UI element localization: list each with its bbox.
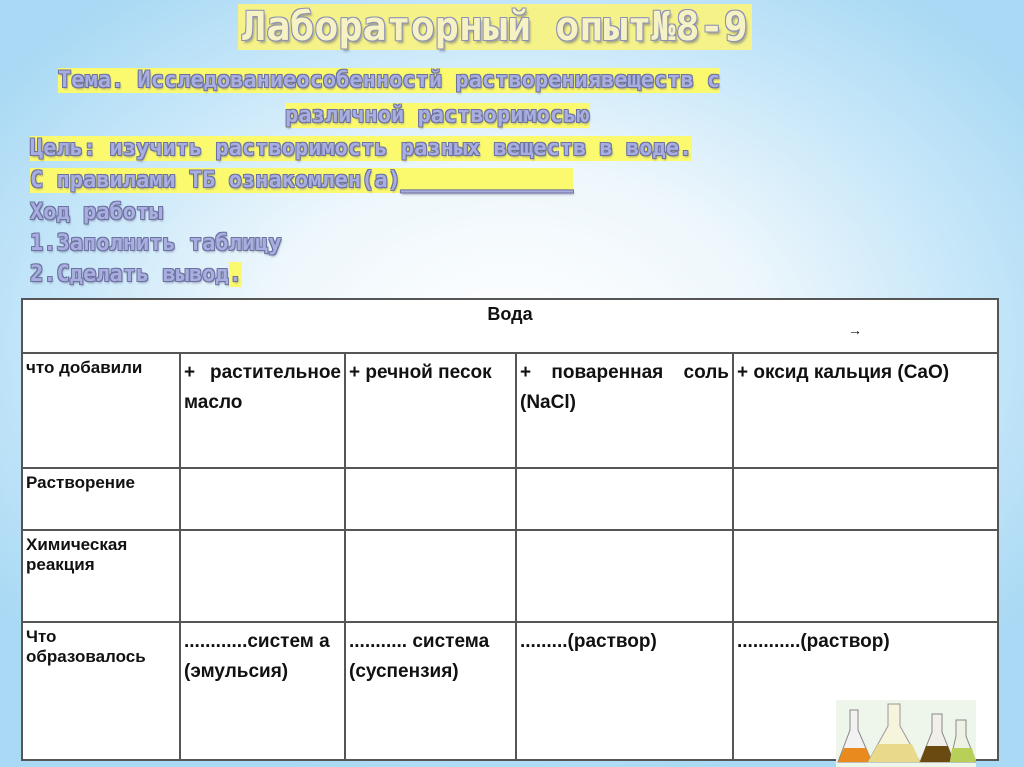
result-cell-oil: ............систем а (эмульсия) — [180, 622, 345, 760]
result-cell-sand: ........... система (суспензия) — [345, 622, 516, 760]
arrow-icon: → — [848, 322, 862, 338]
lab-glassware-image — [836, 700, 976, 767]
column-header-salt: + поваренная соль (NaCl) — [516, 353, 733, 468]
table-cell[interactable] — [180, 530, 345, 622]
step-1: 1.Заполнить таблицу — [30, 231, 282, 256]
step-2: 2.Сделать вывод. — [30, 262, 242, 287]
table-cell[interactable] — [180, 468, 345, 530]
water-label: Вода — [487, 304, 533, 324]
column-header-cao: + оксид кальция (CaO) — [733, 353, 998, 468]
table-cell[interactable] — [345, 468, 516, 530]
column-header-sand: + речной песок — [345, 353, 516, 468]
progress-heading: Ход работы — [30, 200, 163, 225]
topic-line-2: различной растворимосью — [285, 103, 590, 128]
row-label-dissolution: Растворение — [22, 468, 180, 530]
table-row — [22, 530, 998, 622]
result-cell-salt: .........(раствор) — [516, 622, 733, 760]
table-cell[interactable] — [733, 530, 998, 622]
topic-line-1: Тема. Исследованиеособенностй растворениявеществ с — [58, 68, 721, 93]
table-cell[interactable] — [516, 530, 733, 622]
table-cell[interactable] — [733, 468, 998, 530]
row-label-reaction: Химическая реакция — [22, 530, 180, 622]
flasks-icon — [836, 700, 976, 767]
safety-text: С правилами ТБ ознакомлен(а)_____________ — [30, 168, 574, 193]
row-label-formed: Что образовалось — [22, 622, 180, 760]
slide-title: Лабораторный опыт№8-9 — [0, 4, 990, 50]
table-cell[interactable] — [345, 530, 516, 622]
table-cell[interactable] — [516, 468, 733, 530]
row-label-added: что добавили — [22, 353, 180, 468]
table-row — [22, 353, 998, 468]
water-cell — [22, 299, 998, 353]
table-row — [22, 468, 998, 530]
column-header-oil: + растительное масло — [180, 353, 345, 468]
lab-table — [21, 298, 999, 761]
goal-text: Цель: изучить растворимость разных веществ в воде. — [30, 136, 693, 161]
table-row — [22, 299, 998, 353]
result-cell-cao: ............(раствор) — [733, 622, 998, 760]
